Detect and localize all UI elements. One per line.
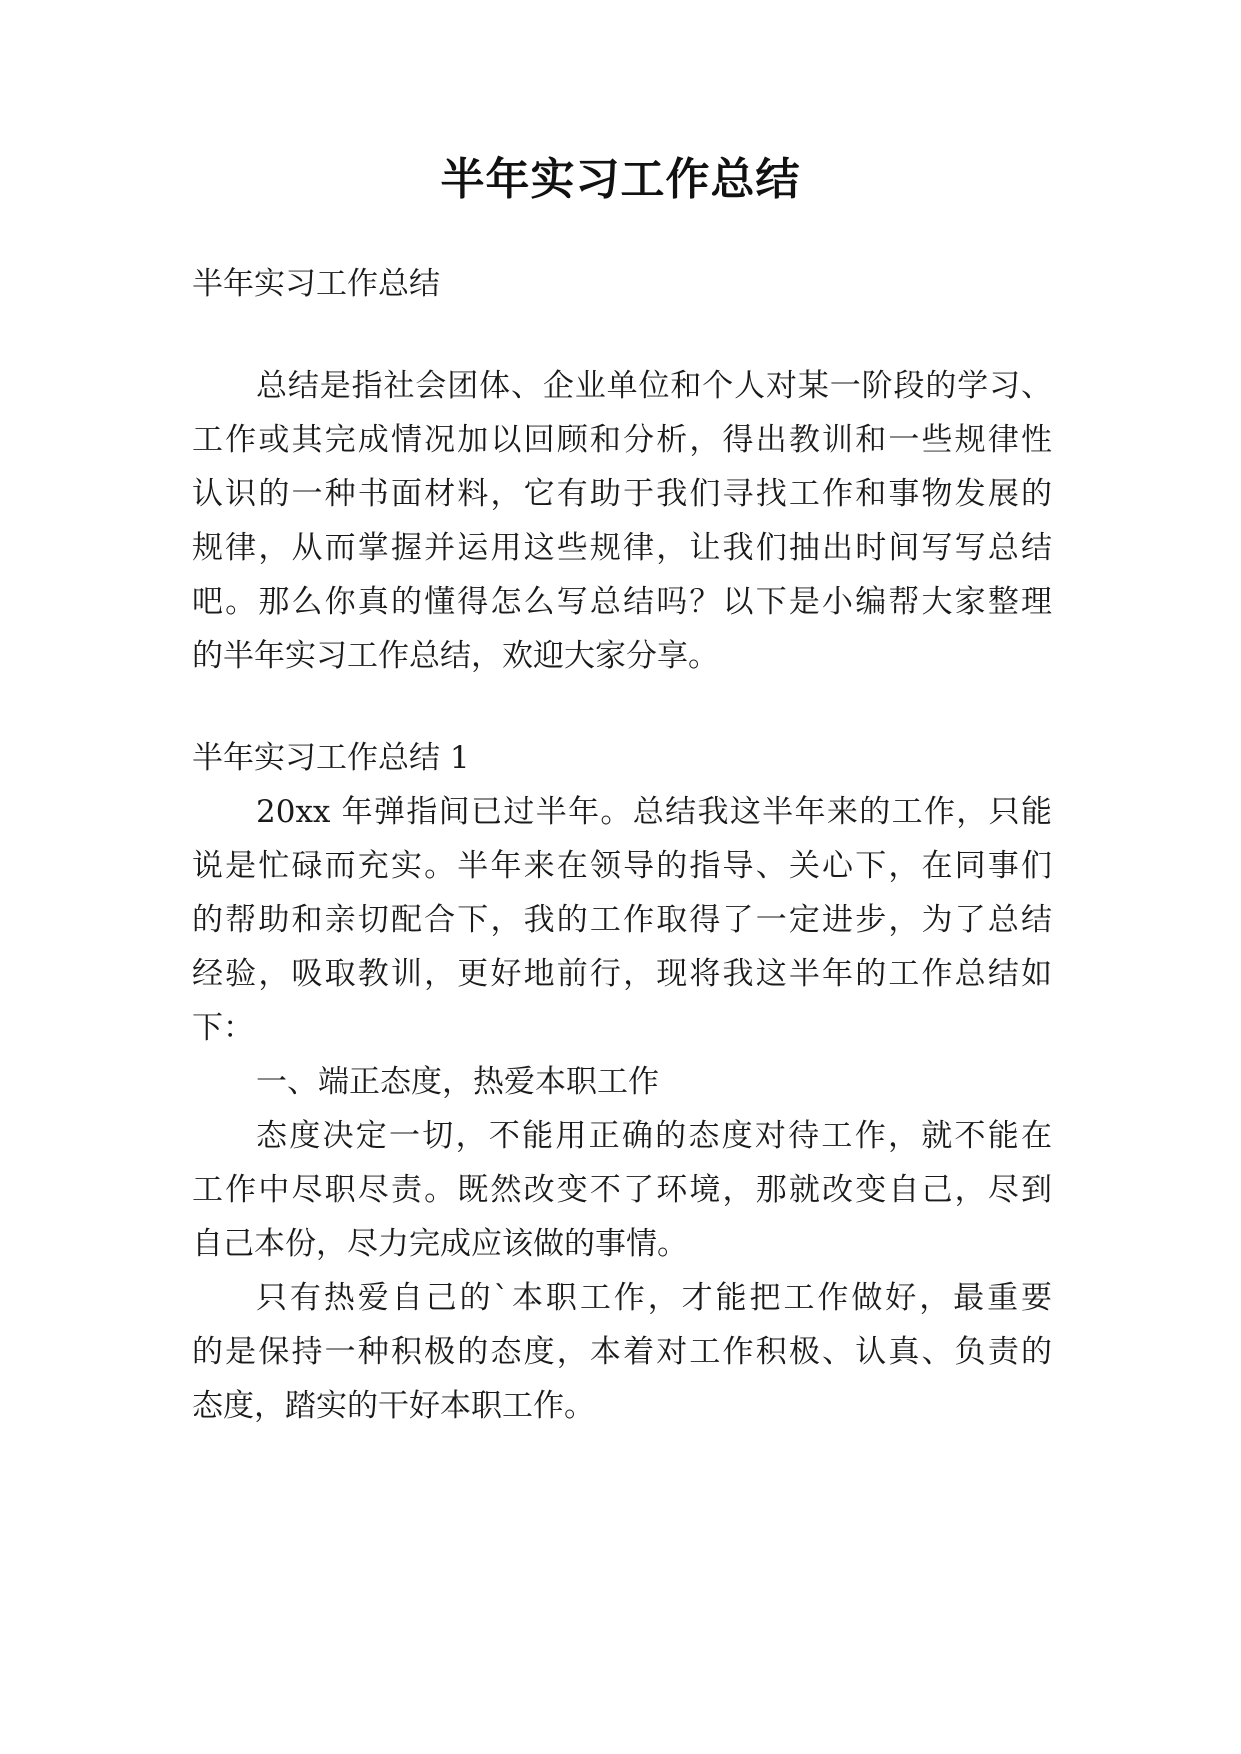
point-heading: 一、端正态度，热爱本职工作: [256, 1064, 659, 1100]
section1-line: 下：: [192, 1010, 254, 1046]
point1-line: 工作中尽职尽责。既然改变不了环境，那就改变自己，尽到: [192, 1172, 1052, 1208]
intro-line: 认识的一种书面材料，它有助于我们寻找工作和事物发展的: [192, 476, 1052, 512]
point1-line: 自己本份，尽力完成应该做的事情。: [192, 1226, 688, 1262]
point1-line: 态度决定一切，不能用正确的态度对待工作，就不能在: [256, 1118, 1052, 1154]
intro-line: 工作或其完成情况加以回顾和分析，得出教训和一些规律性: [192, 422, 1052, 458]
point1-line: 的是保持一种积极的态度，本着对工作积极、认真、负责的: [192, 1334, 1052, 1370]
point1-line: 态度，踏实的干好本职工作。: [192, 1388, 595, 1424]
intro-line: 规律，从而掌握并运用这些规律，让我们抽出时间写写总结: [192, 530, 1052, 566]
section1-line: 的帮助和亲切配合下，我的工作取得了一定进步，为了总结: [192, 902, 1052, 938]
intro-line: 总结是指社会团体、企业单位和个人对某一阶段的学习、: [256, 368, 1052, 404]
section1-line: 经验，吸取教训，更好地前行，现将我这半年的工作总结如: [192, 956, 1052, 992]
document-subtitle: 半年实习工作总结: [192, 266, 440, 302]
section1-line: 说是忙碌而充实。半年来在领导的指导、关心下，在同事们: [192, 848, 1052, 884]
intro-line: 的半年实习工作总结，欢迎大家分享。: [192, 638, 719, 674]
intro-line: 吧。那么你真的懂得怎么写总结吗？以下是小编帮大家整理: [192, 584, 1052, 620]
point1-line: 只有热爱自己的`本职工作，才能把工作做好，最重要: [256, 1280, 1052, 1316]
section-heading: 半年实习工作总结 1: [192, 740, 470, 776]
section1-line: 20xx 年弹指间已过半年。总结我这半年来的工作，只能: [256, 794, 1052, 830]
document-title: 半年实习工作总结: [440, 154, 801, 205]
